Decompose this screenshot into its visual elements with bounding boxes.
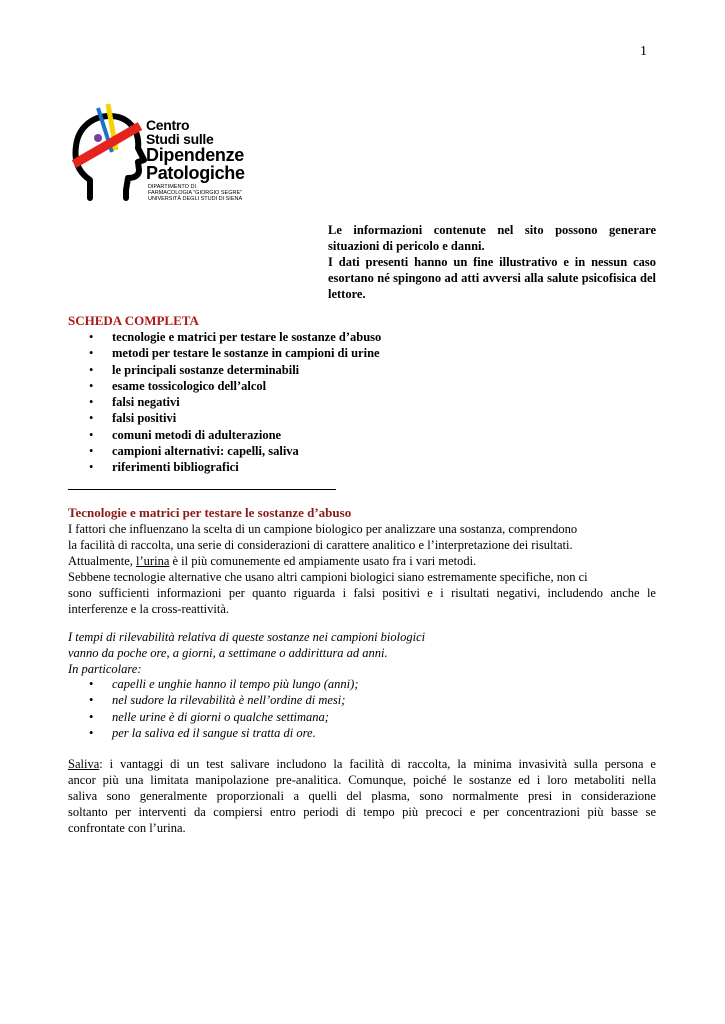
bullet-icon: • — [89, 677, 94, 691]
scheda-item-label: campioni alternativi: capelli, saliva — [112, 444, 299, 459]
body-text: Attualmente, — [68, 554, 137, 568]
logo-text-line: Patologiche — [146, 163, 245, 183]
body-line — [68, 553, 656, 569]
scheda-list — [86, 329, 381, 476]
scheda-item-label: metodi per testare le sostanze in campioni di urine — [112, 346, 380, 361]
body-line: soltanto per interventi da compiersi entro periodi di tempo più precoci e per concentrazioni più basse se — [68, 805, 656, 819]
disclaimer-paragraph: Le informazioni contenute nel sito possono generare situazioni di pericolo e danni. — [328, 223, 656, 253]
bullet-icon: • — [89, 444, 94, 459]
body-line: saliva sono generalmente proporzionali a quelli del plasma, sono normalmente presi in considerazione — [68, 789, 656, 803]
body-text: è il più comunemente ed ampiamente usato fra i vari metodi. — [169, 554, 477, 568]
scheda-item-label: esame tossicologico dell’alcol — [112, 378, 267, 393]
list-item-text: nelle urine è di giorni o qualche settimana; — [112, 709, 329, 724]
italic-line: vanno da poche ore, a giorni, a settimane o addirittura ad anni. — [68, 646, 388, 660]
list-item-text: per la saliva ed il sangue si tratta di ore. — [112, 725, 316, 740]
logo-department-line: FARMACOLOGIA "GIORGIO SEGRE" — [148, 190, 243, 196]
body-text: : i vantaggi di un test salivare includono la facilità di raccolta, la minima invasività sulla persona e — [99, 757, 656, 771]
scheda-item[interactable] — [86, 329, 381, 345]
bullet-icon: • — [89, 427, 94, 442]
scheda-item-label: riferimenti bibliografici — [112, 460, 239, 475]
bullet-icon: • — [89, 460, 94, 475]
bullet-icon: • — [89, 330, 94, 344]
section-body — [68, 521, 656, 617]
italic-line: In particolare: — [68, 662, 142, 676]
disclaimer — [328, 222, 656, 302]
logo-department-line: UNIVERSITÀ DEGLI STUDI DI SIENA — [148, 196, 243, 202]
head-profile-icon — [68, 100, 148, 205]
logo-text-line: Studi sulle — [146, 131, 214, 147]
bullet-icon: • — [89, 709, 94, 724]
body-line: I fattori che influenzano la scelta di un campione biologico per analizzare una sostanza, comprendono — [68, 522, 578, 536]
body-line — [68, 756, 656, 772]
scheda-item[interactable] — [86, 378, 381, 394]
scheda-item[interactable] — [86, 345, 381, 361]
bullet-icon: • — [89, 693, 94, 708]
scheda-item[interactable] — [86, 362, 381, 378]
logo-department-line: DIPARTIMENTO DI — [148, 184, 196, 190]
bullet-icon: • — [89, 378, 94, 393]
body-line: interferenze e la cross-reattività. — [68, 602, 230, 616]
bullet-icon: • — [89, 395, 94, 410]
logo — [68, 100, 243, 205]
scheda-item-label: comuni metodi di adulterazione — [112, 427, 282, 442]
scheda-item-label: falsi positivi — [112, 411, 177, 426]
list-item — [86, 676, 358, 692]
saliva-term: Saliva — [68, 757, 100, 771]
scheda-item[interactable] — [86, 443, 381, 459]
disclaimer-paragraph: I dati presenti hanno un fine illustrativo e in nessun caso esortano né spingono ad atti avversi alla salute psicofisica del lettore. — [328, 255, 656, 301]
detection-times-list — [86, 676, 358, 741]
body-line: sono sufficienti informazioni per quanto riguarda i falsi positivi e i risultati negativi, includendo anche le — [68, 586, 656, 600]
scheda-item-label: le principali sostanze determinabili — [112, 362, 300, 377]
saliva-paragraph — [68, 756, 656, 836]
body-line: Sebbene tecnologie alternative che usano altri campioni biologici siano estremamente specifiche, non ci — [68, 570, 588, 584]
section-title: Tecnologie e matrici per testare le sostanze d’abuso — [68, 505, 352, 520]
logo-text-line: Dipendenze — [146, 145, 245, 165]
scheda-item[interactable] — [86, 427, 381, 443]
list-item — [86, 709, 358, 725]
list-item — [86, 692, 358, 708]
bullet-icon: • — [89, 362, 94, 377]
bullet-icon: • — [89, 346, 94, 361]
italic-line: I tempi di rilevabilità relativa di queste sostanze nei campioni biologici — [68, 630, 426, 644]
body-line: ancor più una limitata manipolazione pre-analitica. Comunque, poiché le sostanze ed i loro metaboliti nella — [68, 773, 656, 787]
list-item-text: nel sudore la rilevabilità è nell’ordine di mesi; — [112, 693, 346, 708]
body-line: la facilità di raccolta, una serie di considerazioni di carattere analitico e l’interpretazione dei risultati. — [68, 538, 573, 552]
bullet-icon: • — [89, 411, 94, 426]
bullet-icon: • — [89, 725, 94, 740]
scheda-item[interactable] — [86, 410, 381, 426]
logo-text-line: Centro — [146, 117, 190, 133]
scheda-item[interactable] — [86, 394, 381, 410]
scheda-item-label: falsi negativi — [112, 395, 180, 410]
scheda-item-label: tecnologie e matrici per testare le sostanze d’abuso — [112, 330, 382, 344]
list-item — [86, 725, 358, 741]
page-number: 1 — [640, 44, 647, 59]
detection-times-intro — [68, 629, 656, 677]
scheda-item[interactable] — [86, 459, 381, 475]
urine-term: l’urina — [136, 554, 170, 568]
list-item-text: capelli e unghie hanno il tempo più lungo (anni); — [112, 677, 359, 691]
scheda-title: SCHEDA COMPLETA — [68, 313, 199, 328]
divider — [68, 489, 336, 490]
body-line: confrontate con l’urina. — [68, 821, 186, 835]
